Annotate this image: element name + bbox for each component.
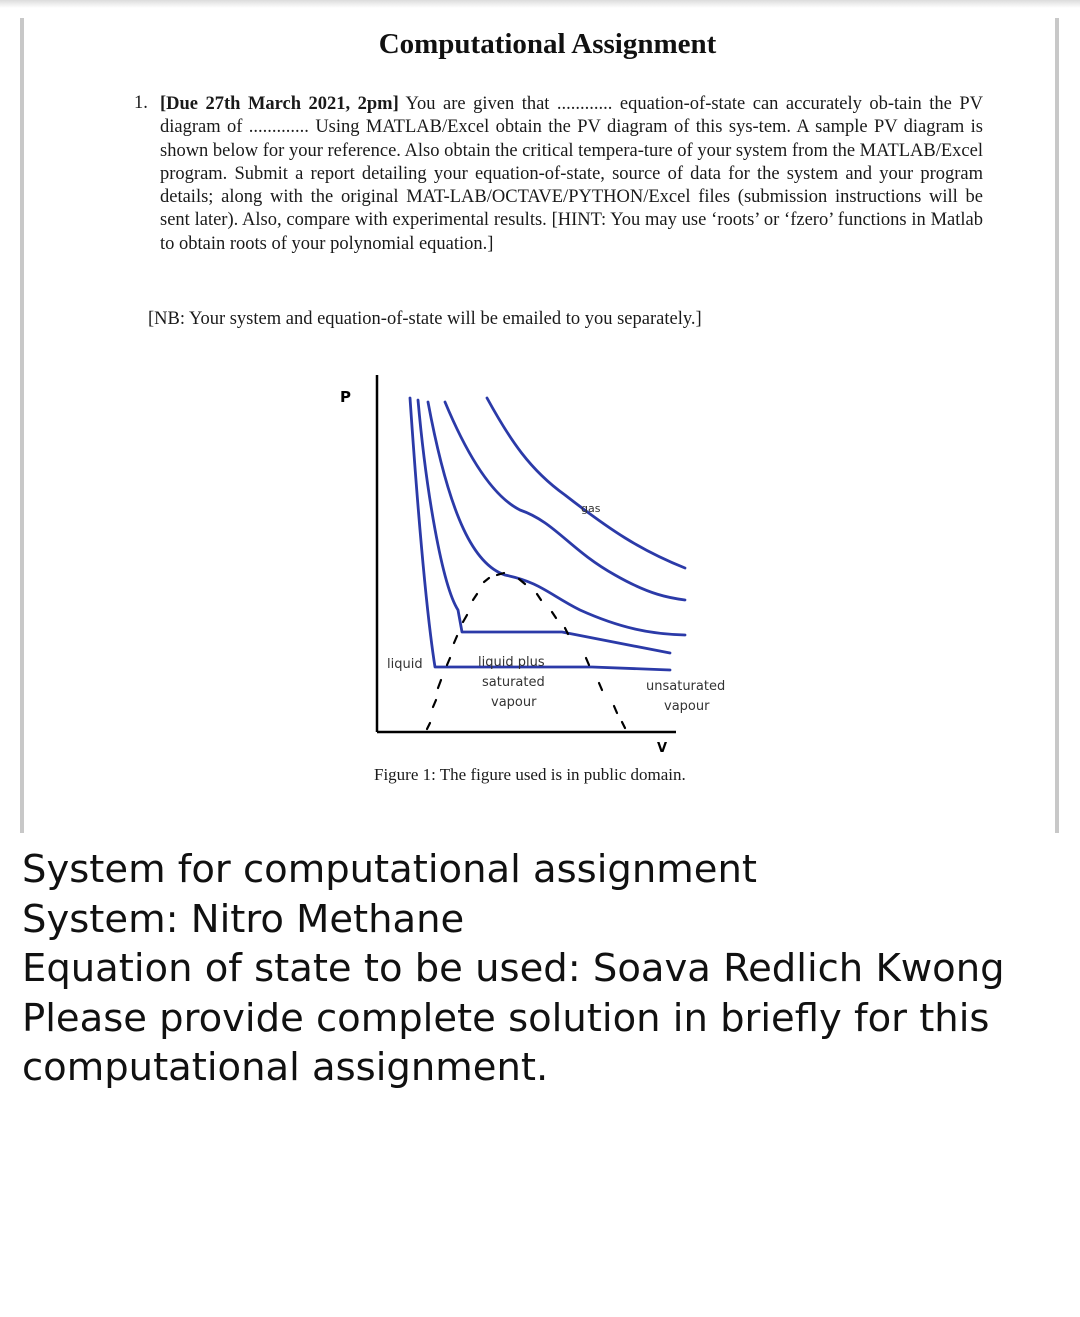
pv-diagram bbox=[330, 370, 750, 765]
unsaturated-label-1: unsaturated bbox=[646, 679, 726, 694]
liquid-plus-label-1: liquid plus bbox=[478, 655, 545, 670]
p-axis-label: P bbox=[340, 388, 351, 406]
question-line-4: Please provide complete solution in briefly for this bbox=[22, 995, 990, 1041]
question-line-1: System for computational assignment bbox=[22, 847, 757, 892]
document-title: Computational Assignment bbox=[378, 28, 717, 60]
nb-note: [NB: Your system and equation-of-state will be emailed to you separately.] bbox=[148, 309, 702, 329]
isotherm-4 bbox=[445, 402, 685, 600]
document-left-border bbox=[20, 18, 24, 833]
figure-caption: Figure 1: The figure used is in public domain. bbox=[374, 765, 686, 784]
liquid-region-label: liquid bbox=[387, 657, 423, 672]
liquid-plus-label-3: vapour bbox=[491, 695, 537, 710]
question-body: You are given that ............ equation-of-state can accurately ob-tain the PV diagram of ............. Using MATLAB/Excel obtain the PV diagram of this sys-tem. A sample PV diagram is shown below for your reference. Also obtain the critical tempera-ture of your system from the MATLAB/Excel program. Submit a report detailing your equation-of-state, source of data for the system and your program details; along with the original MAT-LAB/OCTAVE/PYTHON/Excel files (submission instructions will be sent later). Also, compare with experimental results. [HINT: You may use ‘roots’ or ‘fzero’ functions in Matlab to obtain roots of your polynomial equation.] bbox=[160, 94, 984, 254]
v-axis-label: V bbox=[657, 741, 668, 756]
user-question bbox=[22, 845, 1062, 1093]
question-line-2: System: Nitro Methane bbox=[22, 896, 465, 942]
question-line-5: computational assignment. bbox=[22, 1045, 549, 1090]
liquid-plus-label-2: saturated bbox=[482, 675, 545, 690]
document-right-border bbox=[1055, 18, 1059, 833]
question-number: 1. bbox=[134, 93, 148, 113]
question-text bbox=[160, 93, 983, 256]
top-shadow bbox=[0, 0, 1080, 8]
question-line-3: Equation of state to be used: Soava Redlich Kwong bbox=[22, 946, 1005, 991]
isotherm-3 bbox=[428, 402, 685, 635]
isotherm-5 bbox=[487, 398, 685, 568]
unsaturated-label-2: vapour bbox=[664, 699, 710, 714]
gas-region-label: gas bbox=[581, 502, 601, 515]
isotherm-2 bbox=[418, 400, 670, 653]
question-due-date: [Due 27th March 2021, 2pm] bbox=[160, 94, 399, 114]
